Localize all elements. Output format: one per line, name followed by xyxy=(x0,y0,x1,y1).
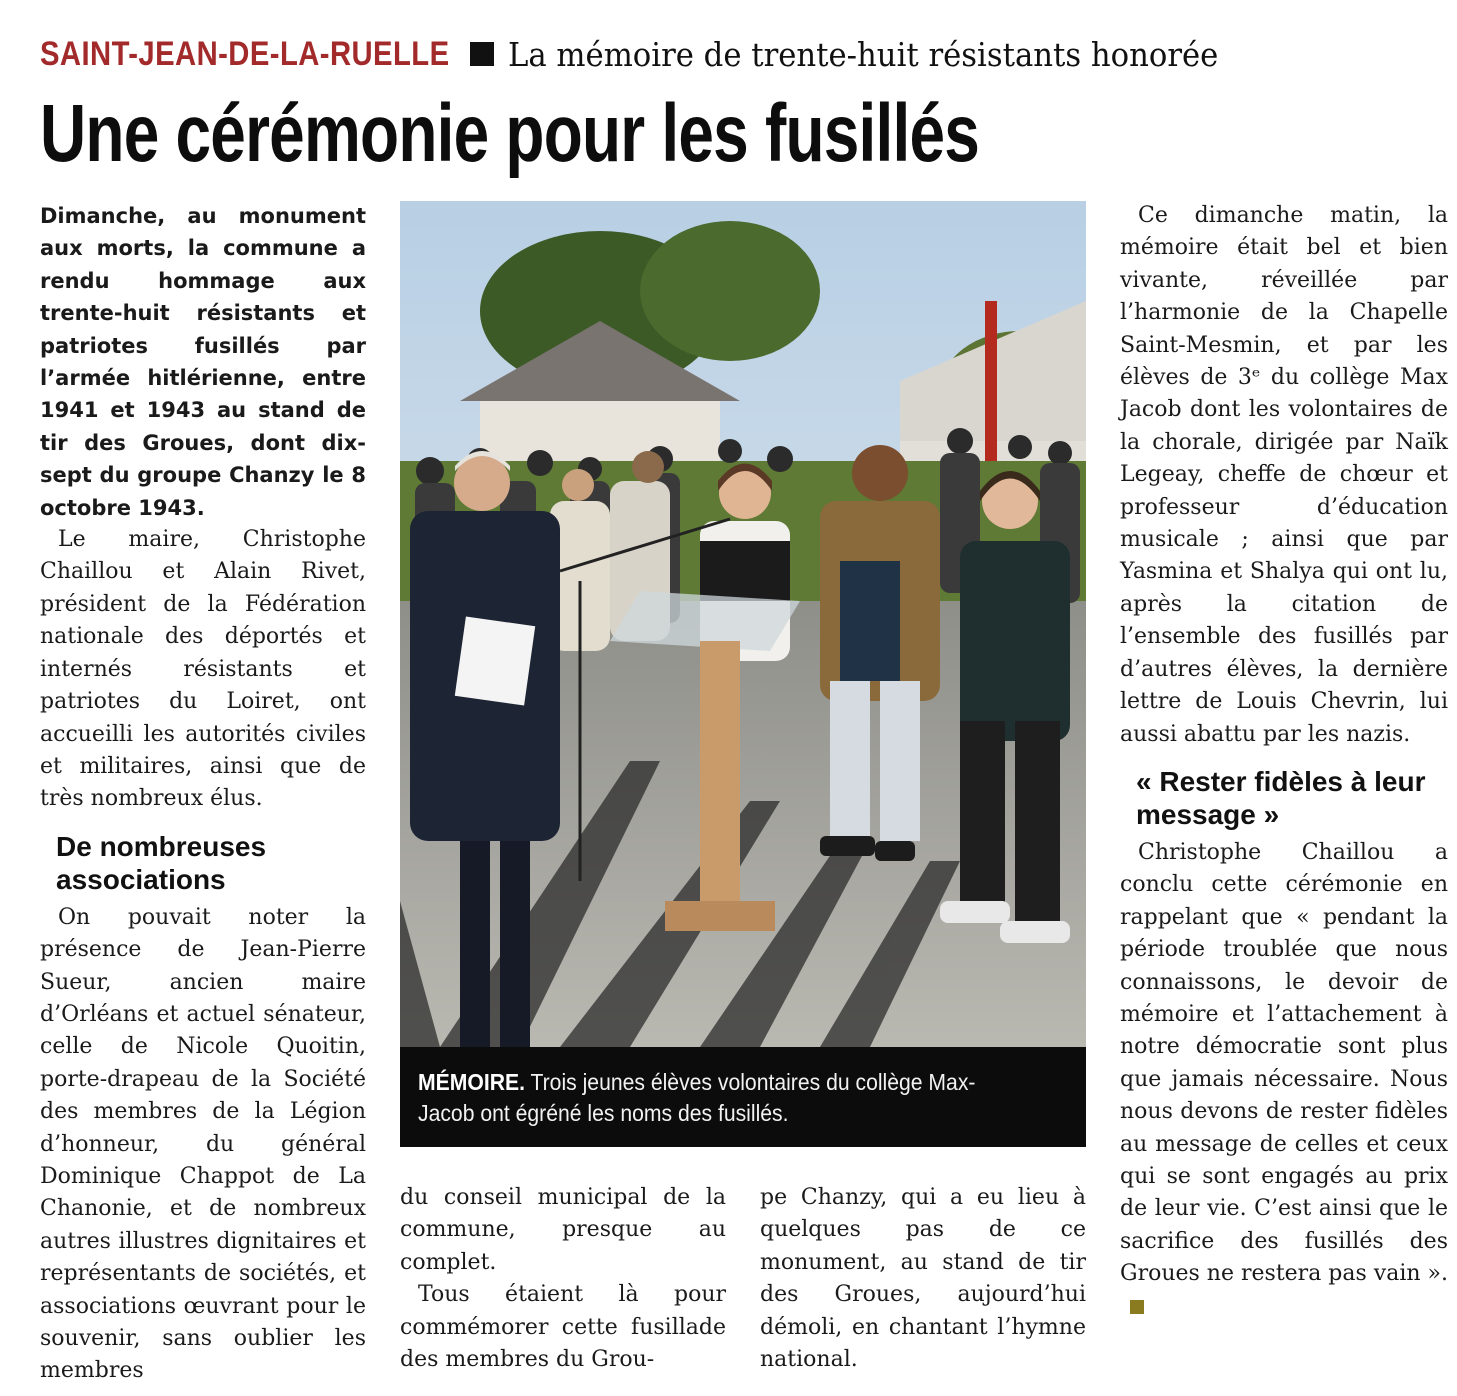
kicker-title: La mémoire de trente-huit résistants honorée xyxy=(508,34,1219,74)
end-mark-icon xyxy=(1130,1300,1144,1314)
column-1 xyxy=(40,200,366,1388)
kicker-place: SAINT-JEAN-DE-LA-RUELLE xyxy=(40,34,450,73)
subheading: De nombreuses associations xyxy=(56,830,267,895)
photo xyxy=(400,201,1086,1147)
paragraph xyxy=(1120,837,1448,1323)
photo-caption xyxy=(418,1067,1025,1129)
caption-label: MÉMOIRE. xyxy=(418,1069,525,1095)
column-3 xyxy=(760,1182,1086,1376)
kicker xyxy=(40,28,1440,80)
paragraph: On pouvait noter la présence de Jean-Pierre Sueur, ancien maire d’Orléans et actuel sénateur, celle de Nicole Quoitin, porte-drapeau de la Société des membres de la Légion d’honneur, du général Dominique Chappot de La Chanonie, et de nombreux autres illustres dignitaires et représentants de sociétés, et associations œuvrant pour le souvenir, sans oublier les membres xyxy=(40,904,366,1384)
ceremony-photo-illustration xyxy=(400,201,1086,1147)
headline: Une cérémonie pour les fusillés xyxy=(40,88,980,179)
lead-paragraph: Dimanche, au monument aux morts, la commune a rendu hommage aux trente-huit résistants et patriotes fusillés par l’armée hitlérienne, entre 1941 et 1943 au stand de tir des Groues, dont dix-sept du groupe Chanzy le 8 octobre 1943. xyxy=(40,204,366,520)
paragraph: du conseil municipal de la commune, presque au complet. xyxy=(400,1185,726,1275)
paragraph-text: Christophe Chaillou a conclu cette cérémonie en rappelant que « pendant la période troublée que nous connaissons, le devoir de mémoire et l’attachement à notre démocratie sont plus que jamais nécessaire. Nous nous devons de rester fidèles au message de celles et ceux qui se sont engagés au prix de leur vie. C’est ainsi que le sacrifice des fusillés des Groues ne restera pas vain ». xyxy=(1120,839,1448,1287)
caption-text: Trois jeunes élèves volontaires du collège Max-Jacob ont égréné les noms des fusillés. xyxy=(418,1069,976,1126)
column-2 xyxy=(400,1182,726,1376)
paragraph: pe Chanzy, qui a eu lieu à quelques pas de ce monument, au stand de tir des Groues, aujourd’hui démoli, en chantant l’hymne national. xyxy=(760,1185,1086,1373)
column-4 xyxy=(1120,200,1448,1323)
paragraph: Le maire, Christophe Chaillou et Alain Rivet, président de la Fédération nationale des déportés et internés résistants et patriotes du Loiret, ont accueilli les autorités civiles et militaires, ainsi que de très nombreux élus. xyxy=(40,527,366,812)
paragraph: Ce dimanche matin, la mémoire était bel et bien vivante, réveillée par l’harmonie de la Chapelle Saint-Mesmin, et par les élèves de 3ᵉ du collège Max Jacob dont les volontaires de la chorale, dirigée par Naïk Legeay, cheffe de chœur et professeur d’éducation musicale ; ainsi que par Yasmina et Shalya qui ont lu, après la citation de l’ensemble des fusillés par d’autres élèves, la dernière lettre de Louis Chevrin, lui aussi abattu par les nazis. xyxy=(1120,203,1448,747)
subheading: « Rester fidèles à leur message » xyxy=(1136,765,1426,830)
kicker-square-icon xyxy=(470,42,494,66)
paragraph: Tous étaient là pour commémorer cette fusillade des membres du Grou- xyxy=(400,1282,726,1373)
